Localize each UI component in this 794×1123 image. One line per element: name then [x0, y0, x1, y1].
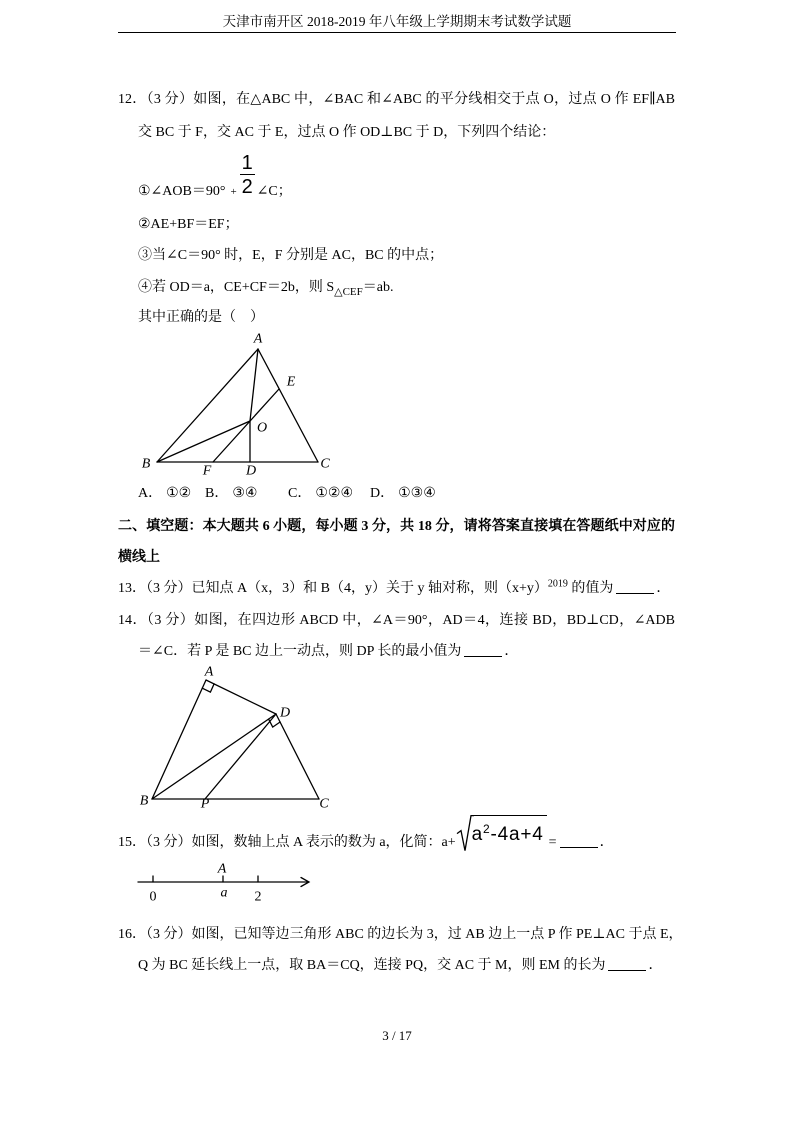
q12-conclusion-4	[138, 278, 394, 298]
q14-line2-text: ＝∠C．若 P 是 BC 边上一动点，则 DP 长的最小值为	[138, 644, 462, 659]
q16-stem-line1: 16．（3 分）如图，已知等边三角形 ABC 的边长为 3，过 AB 边上一点 P 作 PE⊥AC 于点 E，	[118, 927, 683, 942]
answer-blank	[464, 644, 502, 657]
vertex-label-c: C	[320, 456, 330, 472]
option-value: ①③④	[398, 486, 436, 501]
answer-blank	[608, 958, 646, 971]
q16-end: ．	[648, 958, 663, 973]
q16-stem-line2	[138, 956, 662, 976]
q15-number-line	[130, 858, 320, 904]
q15-end: ．	[599, 835, 614, 850]
q13-exponent: 2019	[547, 578, 568, 590]
radical-overline	[471, 815, 547, 816]
q12-prompt: 其中正确的是（ ）	[138, 310, 264, 325]
area-subscript: △CEF	[334, 286, 363, 298]
radicand-exponent: 2	[483, 822, 491, 836]
q13-end: ．	[656, 581, 671, 596]
q14-stem-line1: 14．（3 分）如图，在四边形 ABCD 中，∠A＝90°，AD＝4，连接 BD，BD⊥CD，∠ADB	[118, 613, 675, 628]
vertex-label-a: A	[253, 331, 263, 347]
q14-stem-line2	[138, 642, 518, 662]
option-value: ③④	[232, 486, 258, 501]
q15-stem	[118, 822, 614, 853]
q12-stem-line1: 12．（3 分）如图，在△ABC 中，∠BAC 和∠ABC 的平分线相交于点 O，过点 O 作 EF∥AB	[118, 92, 675, 107]
segment-dp	[205, 714, 276, 799]
tick-label-two: 2	[254, 889, 262, 905]
square-root-expression	[456, 822, 547, 845]
conclusion-4-prefix: ④若 OD＝a，CE+CF＝2b，则 S	[138, 280, 335, 295]
q13-stem	[118, 579, 670, 599]
option-value: ①②	[166, 486, 192, 501]
header-rule	[118, 32, 676, 33]
section-heading-line2: 横线上	[118, 550, 160, 565]
equals-sign: =	[548, 835, 557, 850]
q13-prefix: 13．（3 分）已知点 A（x，3）和 B（4，y）关于 y 轴对称，则（x+y）	[118, 581, 548, 596]
vertex-label-c: C	[319, 796, 329, 812]
q12-option-b	[205, 484, 257, 504]
answer-blank	[616, 581, 654, 594]
fraction-one-half	[239, 152, 256, 198]
radicand-base: a	[471, 824, 484, 845]
q12-conclusion-3: ③当∠C＝90° 时，E，F 分别是 AC，BC 的中点；	[138, 248, 444, 263]
point-label-e: E	[286, 374, 296, 390]
section-heading-line1: 二、填空题：本大题共 6 小题，每小题 3 分，共 18 分，请将答案直接填在答题纸中对应的	[118, 519, 675, 534]
q12-conclusion-1	[138, 152, 292, 202]
page-number: 3 / 17	[382, 1028, 412, 1043]
q16-line2-text: Q 为 BC 延长线上一点，取 BA＝CQ，连接 PQ，交 AC 于 M，则 EM 的长为	[138, 958, 606, 973]
radicand-rest: -4a+4	[490, 824, 544, 845]
fraction-stack	[239, 153, 256, 197]
q15-prefix: 15．（3 分）如图，数轴上点 A 表示的数为 a，化简：a+	[118, 835, 456, 850]
side-ad	[206, 680, 276, 714]
vertex-label-b: B	[139, 793, 149, 809]
bisector-ao	[250, 349, 258, 421]
option-label: C．	[288, 486, 312, 501]
segment-ef	[213, 389, 279, 462]
side-ab	[157, 349, 258, 462]
vertex-label-a: A	[204, 664, 214, 680]
conclusion-4-suffix: ＝ab.	[362, 280, 394, 295]
fraction-denominator: 2	[241, 176, 253, 198]
q13-suffix: 的值为	[571, 581, 614, 596]
answer-blank	[560, 835, 598, 848]
point-value-a: a	[220, 885, 228, 901]
point-label-f: F	[202, 463, 212, 479]
radical-sign-icon	[456, 813, 474, 855]
option-label: A．	[138, 486, 163, 501]
plus-sign: +	[230, 186, 237, 198]
conclusion-1-prefix: ①∠AOB＝90°	[138, 184, 226, 199]
q12-conclusion-2: ②AE+BF＝EF；	[138, 217, 239, 232]
q12-stem-line2: 交 BC 于 F，交 AC 于 E，过点 O 作 OD⊥BC 于 D，下列四个结论：	[138, 125, 556, 140]
point-label-p: P	[200, 796, 210, 812]
fraction-numerator: 1	[241, 152, 253, 174]
q12-triangle-figure	[130, 328, 340, 480]
point-label-o: O	[256, 420, 268, 436]
q12-option-a	[138, 484, 191, 504]
page-header-title: 天津市南开区 2018-2019 年八年级上学期期末考试数学试题	[222, 14, 572, 29]
q14-quadrilateral-figure	[130, 660, 340, 815]
bisector-bo	[157, 421, 250, 462]
point-label-a: A	[217, 861, 227, 877]
vertex-label-d: D	[279, 705, 291, 721]
option-label: D．	[370, 486, 395, 501]
point-label-d: D	[245, 463, 257, 479]
option-value: ①②④	[315, 486, 353, 501]
side-ac	[258, 349, 318, 462]
q12-option-d	[370, 484, 436, 504]
tick-label-zero: 0	[149, 889, 157, 905]
q14-end: ．	[504, 644, 519, 659]
q12-option-c	[288, 484, 353, 504]
vertex-label-b: B	[141, 456, 151, 472]
option-label: B．	[205, 486, 229, 501]
conclusion-1-suffix: ∠C；	[256, 184, 292, 199]
side-dc	[276, 714, 319, 799]
